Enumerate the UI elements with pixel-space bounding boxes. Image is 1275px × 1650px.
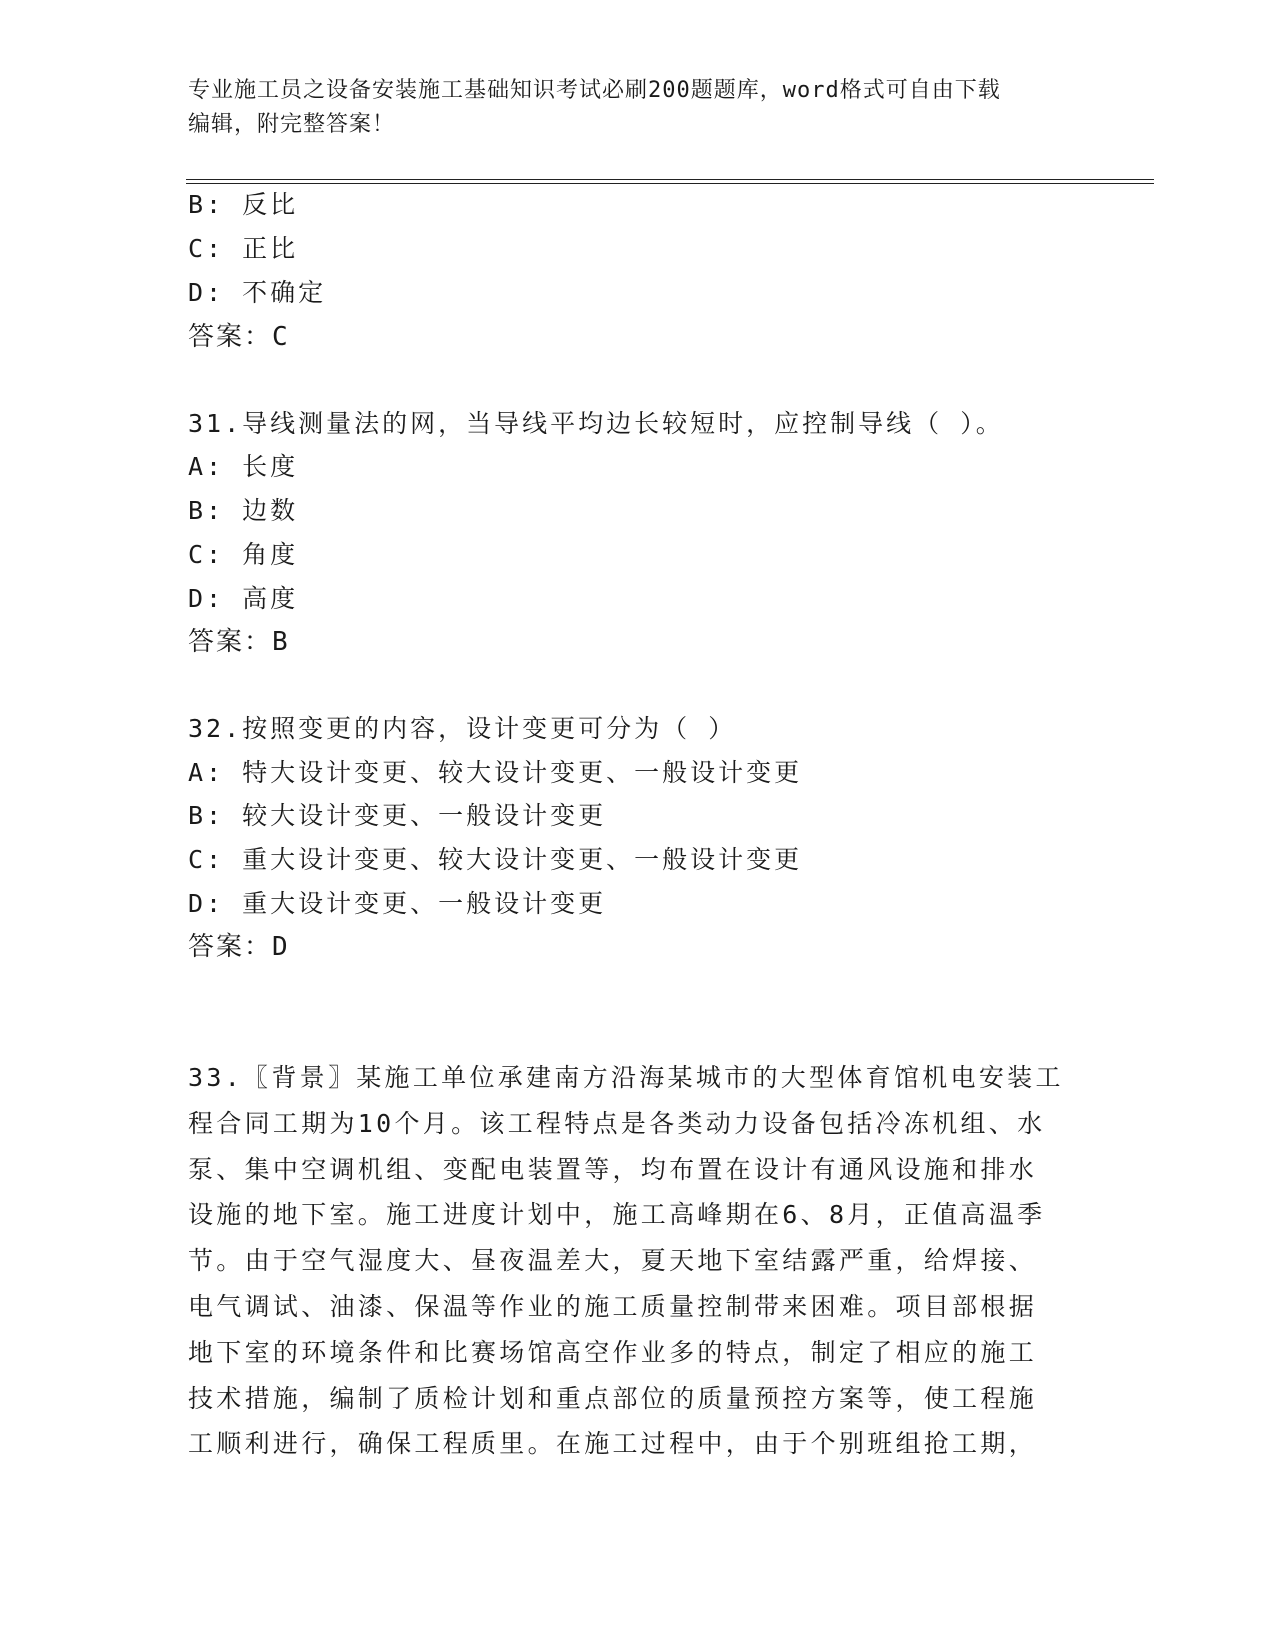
q31-answer: 答案：B — [188, 627, 290, 657]
q32-option-a: A: 特大设计变更、较大设计变更、一般设计变更 — [188, 758, 803, 787]
q32-answer: 答案：D — [188, 932, 290, 962]
q33-line: 设施的地下室。施工进度计划中，施工高峰期在6、8月，正值高温季 — [188, 1200, 1046, 1230]
q32-option-d: D: 重大设计变更、一般设计变更 — [188, 889, 607, 918]
q30-option-d: D: 不确定 — [188, 278, 327, 307]
document-header — [188, 74, 1068, 142]
q32-option-b: B: 较大设计变更、一般设计变更 — [188, 801, 607, 830]
q31-option-c: C: 角度 — [188, 540, 299, 569]
q33-line: 地下室的环境条件和比赛场馆高空作业多的特点，制定了相应的施工 — [188, 1337, 1038, 1367]
q33-line: 程合同工期为10个月。该工程特点是各类动力设备包括冷冻机组、水 — [188, 1108, 1046, 1138]
q33-line: 技术措施，编制了质检计划和重点部位的质量预控方案等，使工程施 — [188, 1383, 1038, 1413]
header-line-1: 专业施工员之设备安装施工基础知识考试必刷200题题库，word格式可自由下载 — [188, 78, 1001, 103]
q32-question: 32.按照变更的内容，设计变更可分为（ ） — [188, 714, 737, 743]
q33-line: 33.〖背景〗某施工单位承建南方沿海某城市的大型体育馆机电安装工 — [188, 1063, 1064, 1092]
q30-option-c: C: 正比 — [188, 234, 299, 263]
q33-line: 节。由于空气湿度大、昼夜温差大，夏天地下室结露严重，给焊接、 — [188, 1246, 1038, 1276]
header-divider-top — [186, 179, 1154, 180]
header-line-2: 编辑，附完整答案！ — [188, 112, 396, 137]
q32-option-c: C: 重大设计变更、较大设计变更、一般设计变更 — [188, 845, 803, 874]
q33-line: 电气调试、油漆、保温等作业的施工质量控制带来困难。项目部根据 — [188, 1291, 1038, 1321]
q31-option-b: B: 边数 — [188, 496, 299, 525]
q33-line: 泵、集中空调机组、变配电装置等，均布置在设计有通风设施和排水 — [188, 1154, 1038, 1184]
q30-answer: 答案：C — [188, 322, 290, 352]
q33-line: 工顺利进行，确保工程质里。在施工过程中，由于个别班组抢工期， — [188, 1429, 1038, 1459]
header-divider-bottom — [186, 183, 1154, 184]
q31-question: 31.导线测量法的网，当导线平均边长较短时，应控制导线（ ）。 — [188, 409, 1004, 438]
q31-option-a: A: 长度 — [188, 452, 299, 481]
q31-option-d: D: 高度 — [188, 584, 299, 613]
q30-option-b: B: 反比 — [188, 190, 299, 219]
q33-paragraph — [188, 1055, 1088, 1467]
